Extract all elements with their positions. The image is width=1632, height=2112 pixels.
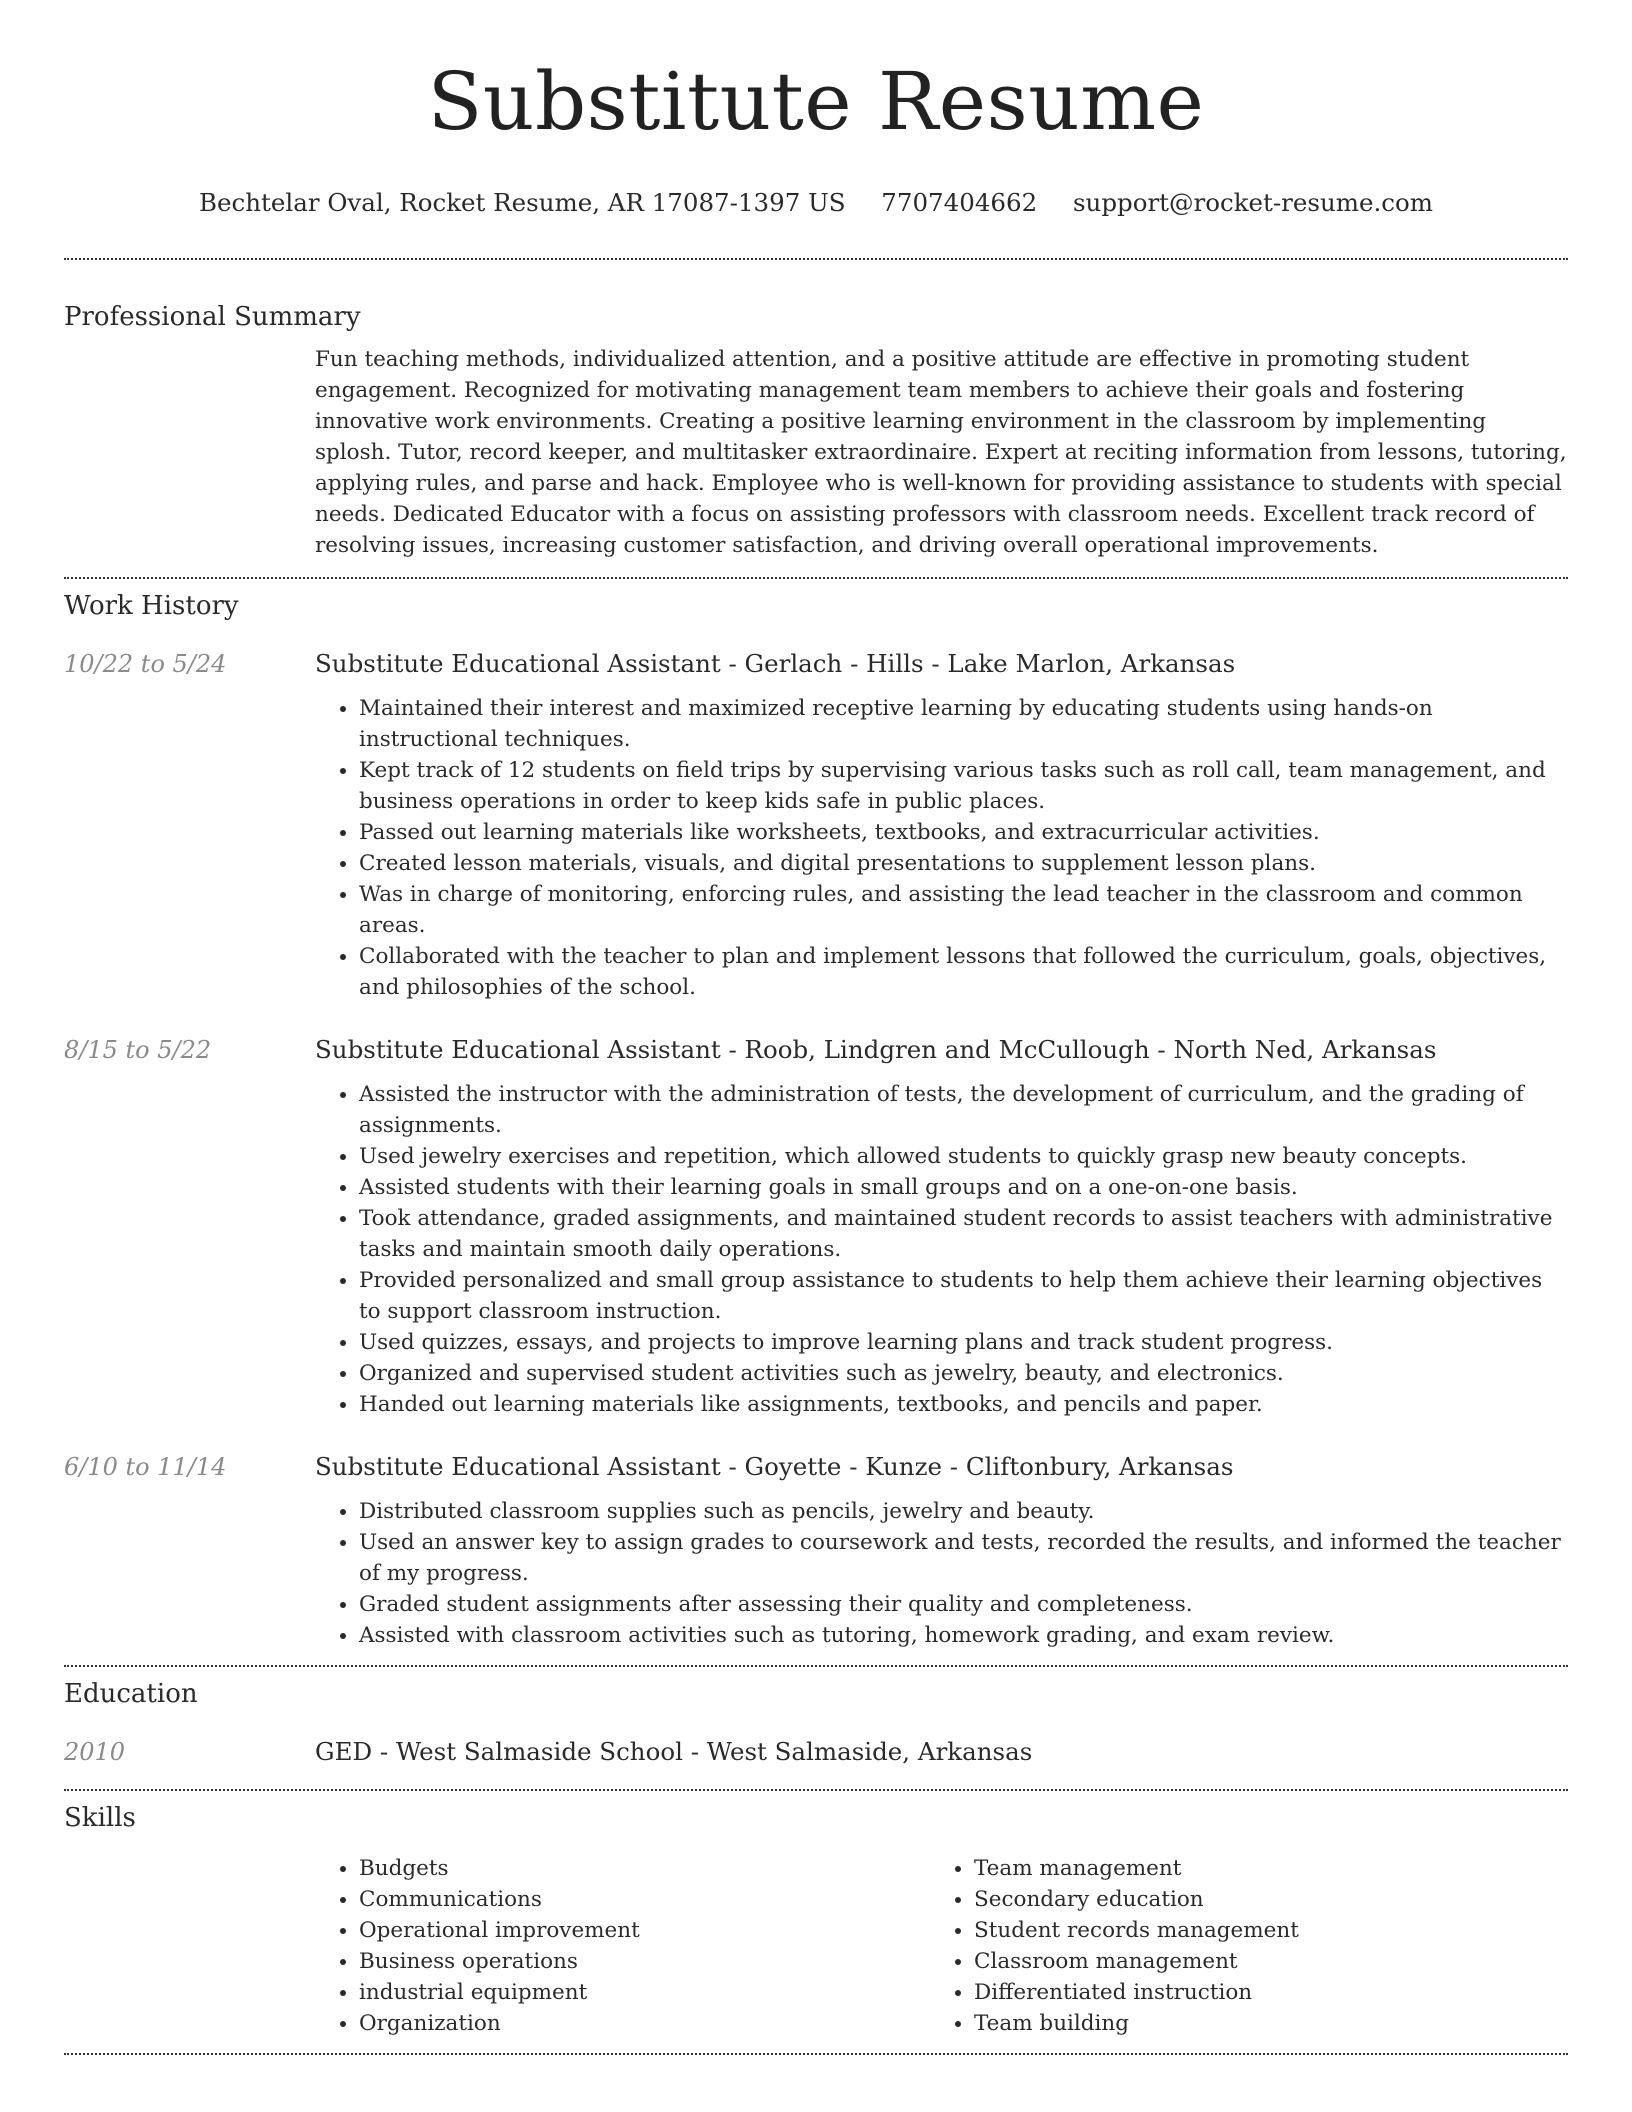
- page-title: Substitute Resume: [427, 55, 1205, 148]
- list-item: • Assisted with classroom activities such as tutoring, homework grading, and exam review.: [359, 1620, 1568, 1651]
- section-title-skills: Skills: [64, 1803, 136, 1833]
- contact-address: Bechtelar Oval, Rocket Resume, AR 17087-1397 US: [199, 188, 846, 217]
- list-item: • Budgets: [359, 1853, 930, 1884]
- list-item: • Took attendance, graded assignments, and maintained student records to assist teachers with administrative tasks and maintain smooth daily operations.: [359, 1203, 1568, 1265]
- education-year: 2010: [64, 1738, 126, 1766]
- list-item: • Classroom management: [974, 1946, 1545, 1977]
- job-entry: [64, 1033, 1568, 1420]
- list-item: • Organization: [359, 2008, 930, 2039]
- list-item: • Maintained their interest and maximized receptive learning by educating students using hands-on instructional techniques.: [359, 693, 1568, 755]
- education-entry: [64, 1735, 1568, 1769]
- list-item: • Team management: [974, 1853, 1545, 1884]
- section-title-education: Education: [64, 1679, 198, 1709]
- list-item: • Graded student assignments after assessing their quality and completeness.: [359, 1589, 1568, 1620]
- list-item: • Assisted the instructor with the administration of tests, the development of curriculum, and the grading of assignments.: [359, 1079, 1568, 1141]
- list-item: • Created lesson materials, visuals, and digital presentations to supplement lesson plans.: [359, 848, 1568, 879]
- list-item: • Distributed classroom supplies such as pencils, jewelry and beauty.: [359, 1496, 1568, 1527]
- contact-phone: 7707404662: [881, 188, 1038, 217]
- list-item: • Assisted students with their learning goals in small groups and on a one-on-one basis.: [359, 1172, 1568, 1203]
- list-item: • Used an answer key to assign grades to coursework and tests, recorded the results, and informed the teacher of my progress.: [359, 1527, 1568, 1589]
- skills-row: [64, 1853, 1568, 2039]
- skills-columns: [315, 1853, 1568, 2039]
- section-title-work-history: Work History: [64, 591, 239, 621]
- summary-row: [64, 344, 1568, 561]
- list-item: • Used quizzes, essays, and projects to improve learning plans and track student progress.: [359, 1327, 1568, 1358]
- job-entry: [64, 647, 1568, 1003]
- job-dates: 8/15 to 5/22: [64, 1036, 212, 1064]
- list-item: • Student records management: [974, 1915, 1545, 1946]
- summary-text: Fun teaching methods, individualized attention, and a positive attitude are effective in promoting student engagement. Recognized for motivating management team members to achieve their goals and fostering innovative work environments. Creating a positive learning environment in the classroom by implementing splosh. Tutor, record keeper, and multitasker extraordinaire. Expert at reciting information from lessons, tutoring, applying rules, and parse and hack. Employee who is well-known for providing assistance to students with special needs. Dedicated Educator with a focus on assisting professors with classroom needs. Excellent track record of resolving issues, increasing customer satisfaction, and driving overall operational improvements.: [315, 347, 1567, 558]
- job-entry: [64, 1450, 1568, 1651]
- list-item: • Was in charge of monitoring, enforcing rules, and assisting the lead teacher in the classroom and common areas.: [359, 879, 1568, 941]
- skills-list-right: [930, 1853, 1545, 2039]
- list-item: • industrial equipment: [359, 1977, 930, 2008]
- resume-page: [64, 0, 1568, 2055]
- list-item: • Secondary education: [974, 1884, 1545, 1915]
- list-item: • Communications: [359, 1884, 930, 1915]
- list-item: • Provided personalized and small group assistance to students to help them achieve their learning objectives to support classroom instruction.: [359, 1265, 1568, 1327]
- skills-list-left: [315, 1853, 930, 2039]
- list-item: • Collaborated with the teacher to plan and implement lessons that followed the curriculum, goals, objectives, and philosophies of the school.: [359, 941, 1568, 1003]
- list-item: • Organized and supervised student activities such as jewelry, beauty, and electronics.: [359, 1358, 1568, 1389]
- job-title: Substitute Educational Assistant - Gerlach - Hills - Lake Marlon, Arkansas: [315, 649, 1236, 678]
- list-item: • Differentiated instruction: [974, 1977, 1545, 2008]
- job-bullets: [315, 1079, 1568, 1420]
- list-item: • Team building: [974, 2008, 1545, 2039]
- job-bullets: [315, 693, 1568, 1003]
- divider: [64, 2053, 1568, 2055]
- job-title: Substitute Educational Assistant - Goyette - Kunze - Cliftonbury, Arkansas: [315, 1452, 1234, 1481]
- list-item: • Handed out learning materials like assignments, textbooks, and pencils and paper.: [359, 1389, 1568, 1420]
- list-item: • Kept track of 12 students on field trips by supervising various tasks such as roll call, team management, and business operations in order to keep kids safe in public places.: [359, 755, 1568, 817]
- list-item: • Passed out learning materials like worksheets, textbooks, and extracurricular activities.: [359, 817, 1568, 848]
- job-dates: 6/10 to 11/14: [64, 1453, 227, 1481]
- job-dates: 10/22 to 5/24: [64, 650, 227, 678]
- education-title: GED - West Salmaside School - West Salmaside, Arkansas: [315, 1737, 1033, 1766]
- list-item: • Business operations: [359, 1946, 930, 1977]
- job-title: Substitute Educational Assistant - Roob, Lindgren and McCullough - North Ned, Arkansas: [315, 1035, 1437, 1064]
- job-bullets: [315, 1496, 1568, 1651]
- list-item: • Used jewelry exercises and repetition, which allowed students to quickly grasp new beauty concepts.: [359, 1141, 1568, 1172]
- list-item: • Operational improvement: [359, 1915, 930, 1946]
- contact-line: [64, 186, 1568, 220]
- section-title-summary: Professional Summary: [64, 302, 361, 332]
- contact-email: support@rocket-resume.com: [1072, 188, 1433, 217]
